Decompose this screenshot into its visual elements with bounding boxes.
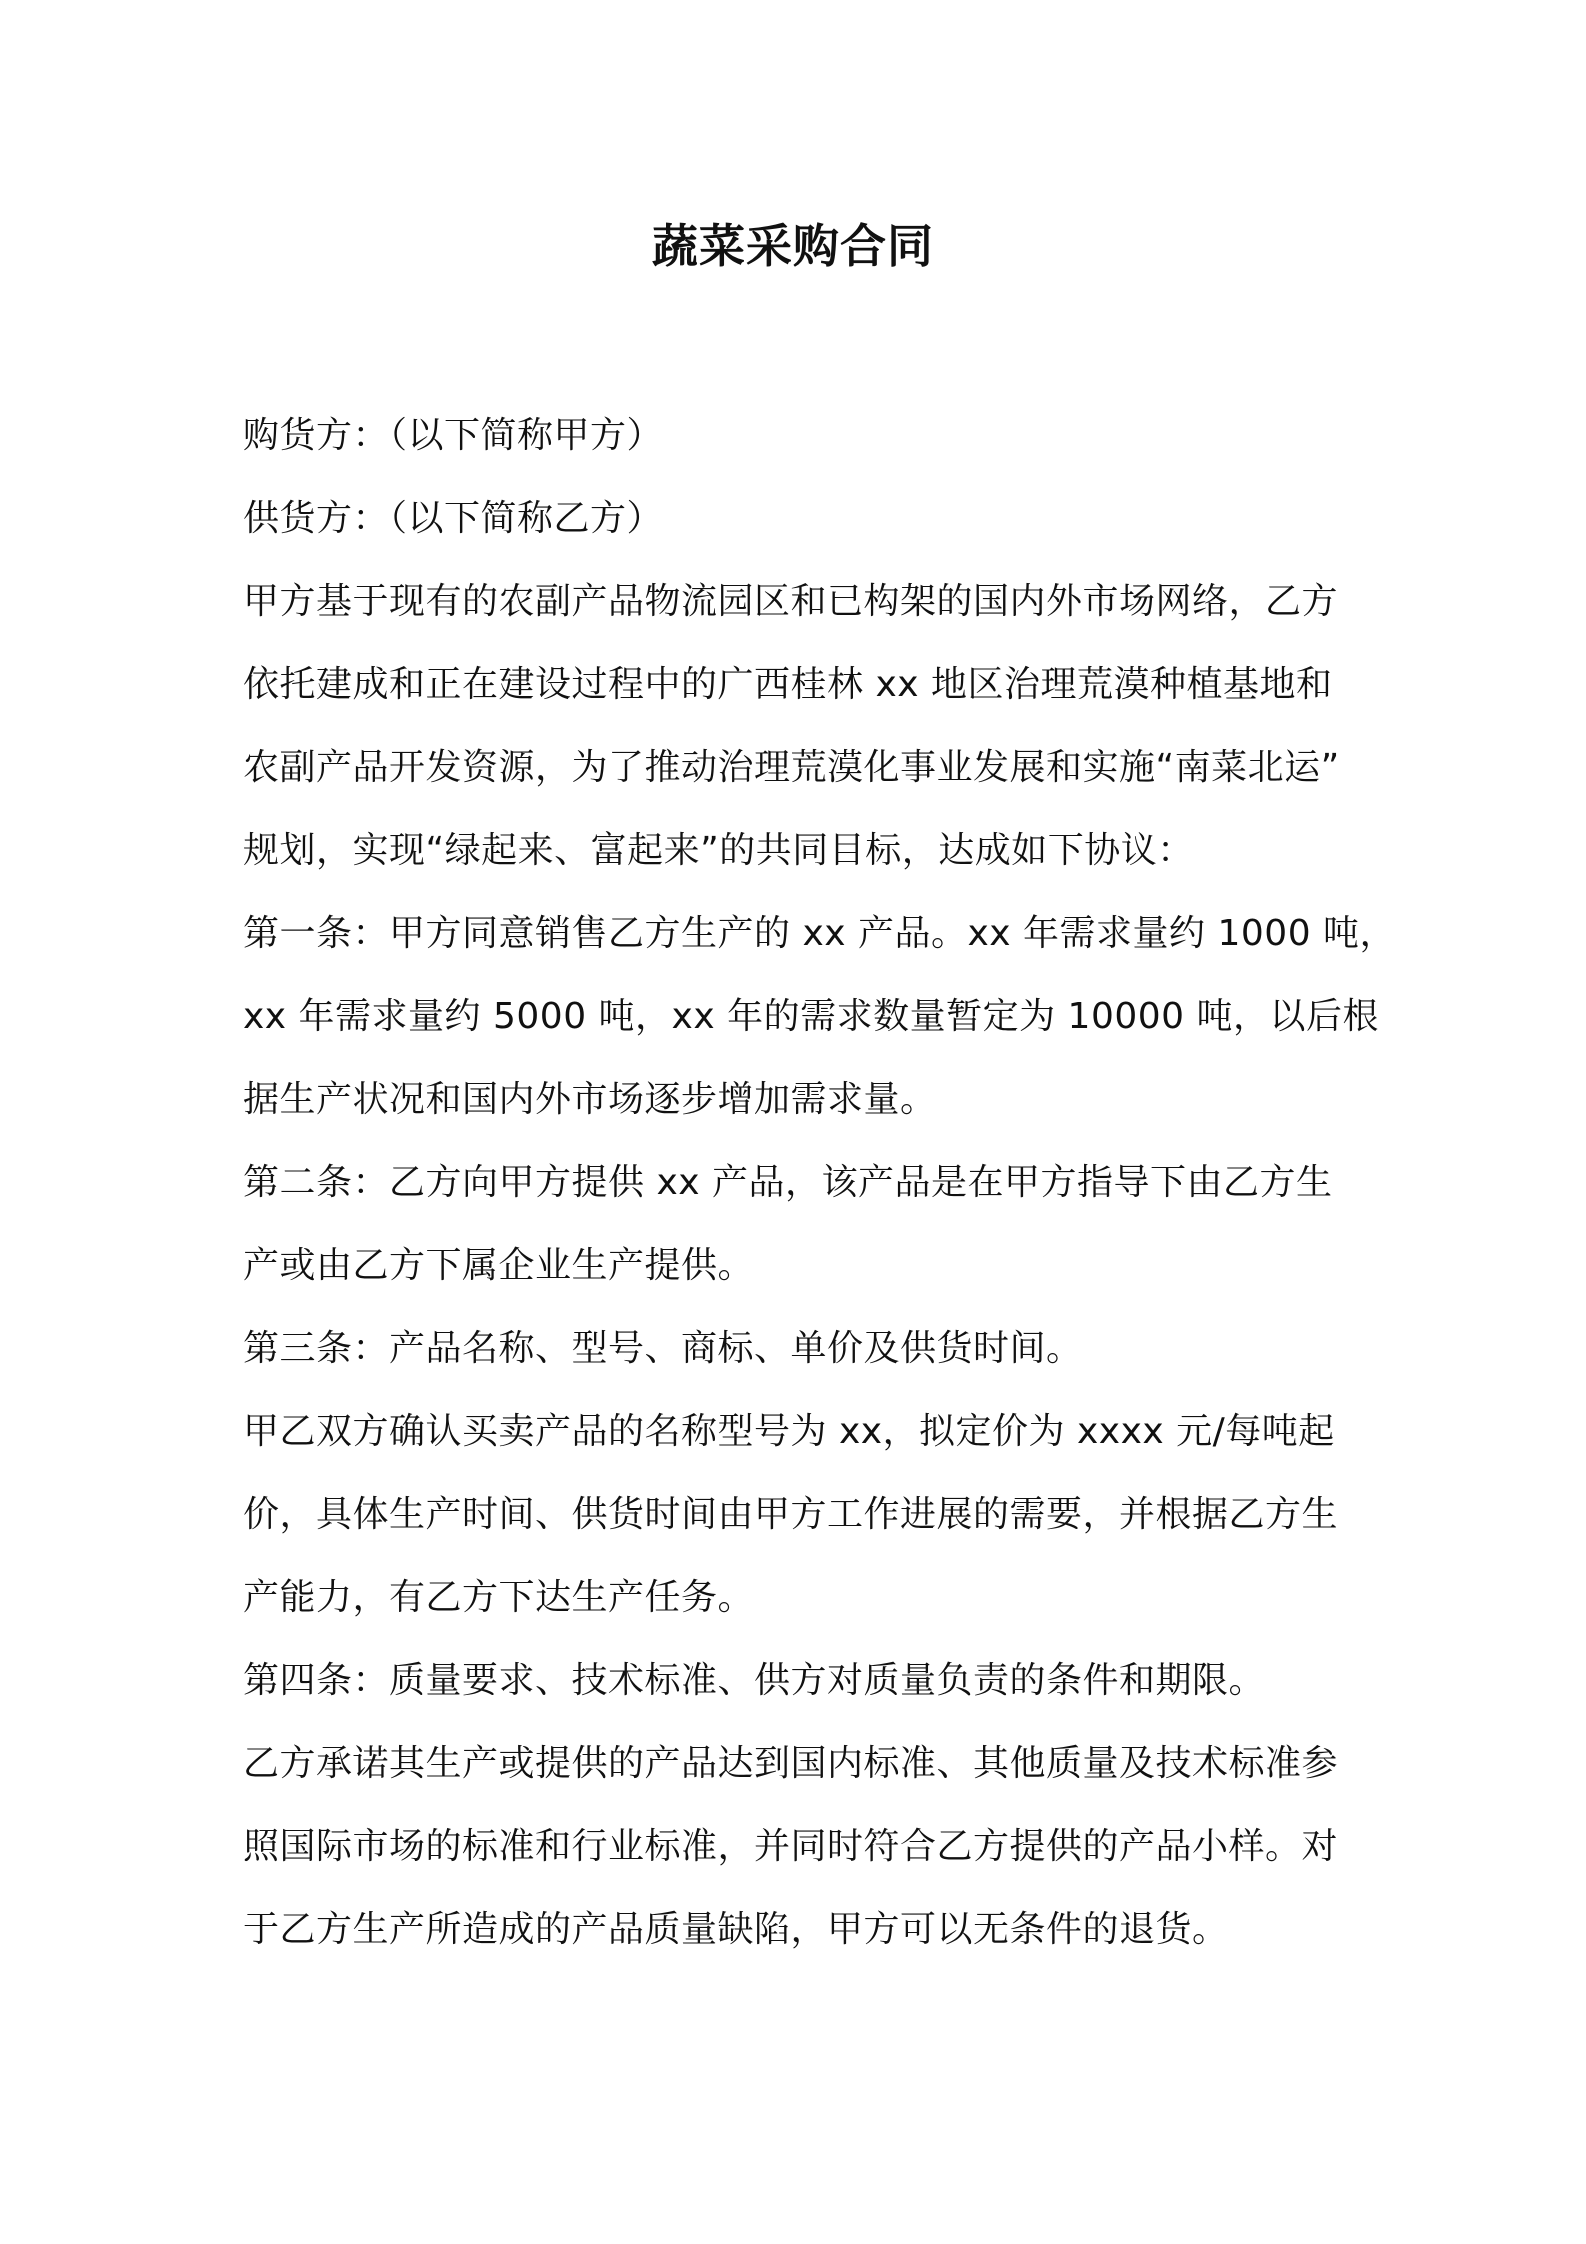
article-3-line: 价，具体生产时间、供货时间由甲方工作进展的需要，并根据乙方生 xyxy=(243,1494,1339,1535)
preamble-line: 规划，实现“绿起来、富起来”的共同目标，达成如下协议： xyxy=(243,830,1194,871)
article-3-heading: 第三条：产品名称、型号、商标、单价及供货时间。 xyxy=(243,1328,1083,1369)
document-body xyxy=(243,400,1397,1977)
preamble-line: 依托建成和正在建设过程中的广西桂林 xx 地区治理荒漠种植基地和 xyxy=(243,664,1333,705)
article-1-line: 据生产状况和国内外市场逐步增加需求量。 xyxy=(243,1079,937,1120)
article-4-line: 照国际市场的标准和行业标准，并同时符合乙方提供的产品小样。对 xyxy=(243,1826,1339,1867)
article-3-line: 甲乙双方确认买卖产品的名称型号为 xx，拟定价为 xxxx 元/每吨起 xyxy=(243,1411,1335,1452)
article-4-line: 乙方承诺其生产或提供的产品达到国内标准、其他质量及技术标准参 xyxy=(243,1743,1339,1784)
article-1-line: xx 年需求量约 5000 吨，xx 年的需求数量暂定为 10000 吨，以后根 xyxy=(243,996,1380,1037)
buyer-line: 购货方：（以下简称甲方） xyxy=(243,415,664,456)
supplier-line: 供货方：（以下简称乙方） xyxy=(243,498,664,539)
article-3-line: 产能力，有乙方下达生产任务。 xyxy=(243,1577,755,1618)
article-2-line: 第二条：乙方向甲方提供 xx 产品，该产品是在甲方指导下由乙方生 xyxy=(243,1162,1333,1203)
preamble-line: 农副产品开发资源，为了推动治理荒漠化事业发展和实施“南菜北运” xyxy=(243,747,1340,788)
article-4-heading: 第四条：质量要求、技术标准、供方对质量负责的条件和期限。 xyxy=(243,1660,1266,1701)
preamble-line: 甲方基于现有的农副产品物流园区和已构架的国内外市场网络，乙方 xyxy=(243,581,1339,622)
article-1-line: 第一条：甲方同意销售乙方生产的 xx 产品。xx 年需求量约 1000 吨， xyxy=(243,913,1397,954)
article-2-line: 产或由乙方下属企业生产提供。 xyxy=(243,1245,755,1286)
article-4-line: 于乙方生产所造成的产品质量缺陷，甲方可以无条件的退货。 xyxy=(243,1909,1229,1950)
document-title: 蔬菜采购合同 xyxy=(652,219,934,273)
